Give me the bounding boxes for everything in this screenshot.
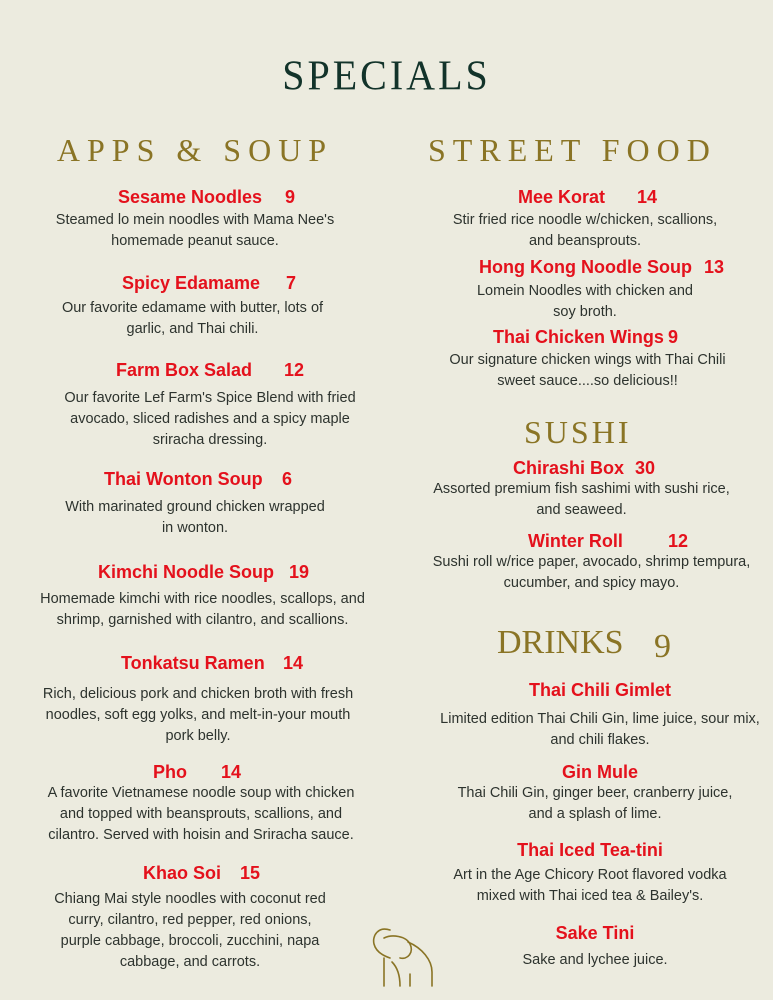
menu-item-name: Thai Wonton Soup (104, 469, 263, 489)
menu-item-name: Kimchi Noodle Soup (98, 562, 275, 582)
menu-item-name: Tonkatsu Ramen (121, 653, 265, 673)
menu-item-price: 9 (668, 327, 679, 347)
menu-item-description: Art in the Age Chicory Root flavored vodka mixed with Thai iced tea & Bailey's. (453, 867, 727, 904)
elephant-icon (370, 922, 442, 990)
menu-item-name: Thai Chicken Wings (493, 327, 664, 347)
menu-item-price: 12 (668, 531, 689, 551)
menu-item-name: Thai Chili Gimlet (528, 680, 671, 700)
section-heading-drinks: DRINKS (497, 624, 624, 661)
menu-item-description: Assorted premium fish sashimi with sushi rice, and seaweed. (433, 481, 730, 518)
drink-item (390, 840, 773, 861)
menu-item-description: With marinated ground chicken wrapped in wonton. (65, 499, 325, 536)
menu-item-name: Sake Tini (555, 923, 635, 943)
drinks-price: 9 (654, 628, 671, 665)
menu-item-description: Rich, delicious pork and chicken broth with fresh noodles, soft egg yolks, and melt-in-your mouth pork belly. (42, 686, 354, 744)
menu-item-description: Lomein Noodles with chicken and soy broth. (476, 283, 693, 320)
menu-item-name: Hong Kong Noodle Soup (479, 257, 692, 277)
menu-item-price: 7 (286, 273, 297, 293)
menu-item-name: Chirashi Box (513, 458, 625, 478)
menu-item-price: 14 (221, 762, 242, 782)
menu-item-name: Farm Box Salad (116, 360, 253, 380)
section-heading-apps-soup: APPS & SOUP (56, 132, 334, 168)
drink-item (390, 923, 773, 944)
menu-item-name: Khao Soi (143, 863, 222, 883)
menu-item-description: Limited edition Thai Chili Gin, lime juice, sour mix, and chili flakes. (440, 711, 760, 748)
page-title: SPECIALS (282, 51, 491, 100)
menu-item-description: Stir fried rice noodle w/chicken, scallions, and beansprouts. (452, 212, 718, 249)
menu-item-description: Thai Chili Gin, ginger beer, cranberry juice, and a splash of lime. (457, 785, 733, 822)
menu-item-name: Pho (153, 762, 187, 782)
menu-item-description: Our signature chicken wings with Thai Chili sweet sauce....so delicious!! (449, 352, 726, 389)
menu-item-price: 15 (240, 863, 261, 883)
menu-item-name: Sesame Noodles (118, 187, 263, 207)
menu-item-price: 6 (282, 469, 293, 489)
menu-item-name: Thai Iced Tea-tini (517, 840, 663, 860)
section-heading-street-food: STREET FOOD (428, 132, 717, 168)
menu-item-price: 30 (635, 458, 656, 478)
menu-item-name: Winter Roll (528, 531, 623, 551)
menu-item-description: Our favorite Lef Farm's Spice Blend with fried avocado, sliced radishes and a spicy maple sriracha dressing. (64, 390, 356, 448)
menu-item-name: Mee Korat (518, 187, 606, 207)
menu-item-description: Steamed lo mein noodles with Mama Nee's homemade peanut sauce. (55, 212, 335, 249)
menu-item-price: 19 (289, 562, 310, 582)
menu-item-price: 12 (284, 360, 305, 380)
menu-item-description: A favorite Vietnamese noodle soup with chicken and topped with beansprouts, scallions, and cilantro. Served with hoisin and Sriracha sauce. (47, 785, 355, 843)
menu-item-name: Spicy Edamame (122, 273, 261, 293)
menu-item-price: 13 (704, 257, 725, 277)
drink-item (390, 762, 773, 783)
menu-item-description: Sushi roll w/rice paper, avocado, shrimp tempura, cucumber, and spicy mayo. (432, 554, 751, 591)
menu-item-price: 14 (283, 653, 304, 673)
menu-item-description: Sake and lychee juice. (522, 952, 668, 968)
section-heading-sushi: SUSHI (524, 414, 632, 450)
menu-item-price: 14 (637, 187, 658, 207)
menu-item-description: Chiang Mai style noodles with coconut red curry, cilantro, red pepper, red onions, purple cabbage, broccoli, zucchini, napa cabbage, and carrots. (54, 891, 326, 970)
menu-item-description: Our favorite edamame with butter, lots of garlic, and Thai chili. (61, 300, 324, 337)
menu-item-name: Gin Mule (562, 762, 638, 782)
drink-item (390, 680, 773, 707)
menu-item-price: 9 (285, 187, 296, 207)
menu-item-description: Homemade kimchi with rice noodles, scallops, and shrimp, garnished with cilantro, and scallions. (40, 591, 365, 628)
